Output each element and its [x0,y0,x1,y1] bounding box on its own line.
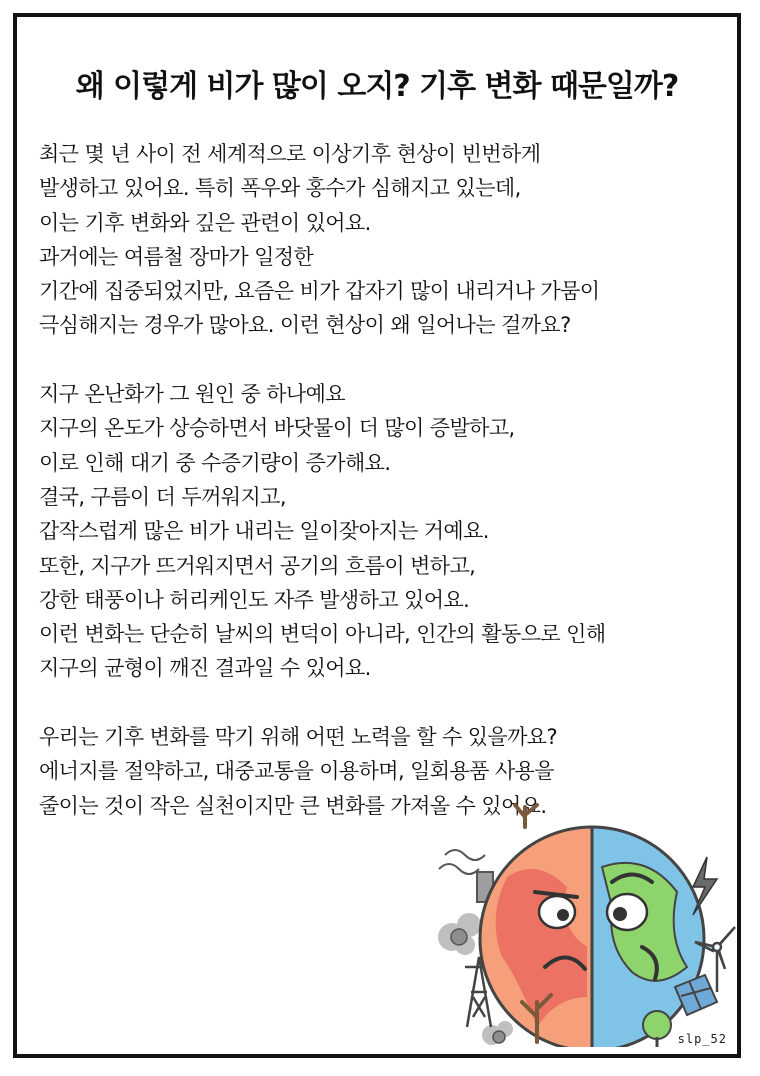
text-line: 줄이는 것이 작은 실천이지만 큰 변화를 가져올 수 있어요. [39,793,547,818]
text-line: 갑작스럽게 많은 비가 내리는 일이잦아지는 거예요. [39,519,489,544]
text-line: 우리는 기후 변화를 막기 위해 어떤 노력을 할 수 있을까요? [39,725,558,750]
text-line: 강한 태풍이나 허리케인도 자주 발생하고 있어요. [39,587,470,612]
signature: slp_52 [677,1032,727,1046]
paragraph-gap [39,686,729,720]
page-frame [13,13,741,1058]
text-line: 지구의 균형이 깨진 결과일 수 있어요. [39,656,371,681]
text-line: 또한, 지구가 뜨거워지면서 공기의 흐름이 변하고, [39,553,476,578]
text-line: 기간에 집중되었지만, 요즘은 비가 갑자기 많이 내리거나 가뭄이 [39,279,600,304]
lightning-icon [693,857,717,915]
text-line: 에너지를 절약하고, 대중교통을 이용하며, 일회용품 사용을 [39,759,554,784]
text-line: 이로 인해 대기 중 수증기량이 증가해요. [39,450,391,475]
text-line: 발생하고 있어요. 특히 폭우와 홍수가 심해지고 있는데, [39,176,521,201]
text-line: 과거에는 여름철 장마가 일정한 [39,244,314,269]
article-body [39,137,729,823]
text-line: 최근 몇 년 사이 전 세계적으로 이상기후 현상이 빈번하게 [39,142,541,166]
tree-icon [643,1011,671,1047]
text-line: 지구의 온도가 상승하면서 바닷물이 더 많이 증발하고, [39,416,515,441]
split-earth-illustration [417,797,737,1047]
text-line: 결국, 구름이 더 두꺼워지고, [39,484,286,509]
earth-globe-icon [480,827,704,1047]
text-line: 극심해지는 경우가 많아요. 이런 현상이 왜 일어나는 걸까요? [39,313,571,338]
page-title: 왜 이렇게 비가 많이 오지? 기후 변화 때문일까? [75,69,679,104]
paragraph-gap [39,343,729,377]
text-line: 이는 기후 변화와 깊은 관련이 있어요. [39,210,371,235]
text-line: 지구 온난화가 그 원인 중 하나예요 [39,382,345,407]
text-line: 이런 변화는 단순히 날씨의 변덕이 아니라, 인간의 활동으로 인해 [39,622,606,647]
